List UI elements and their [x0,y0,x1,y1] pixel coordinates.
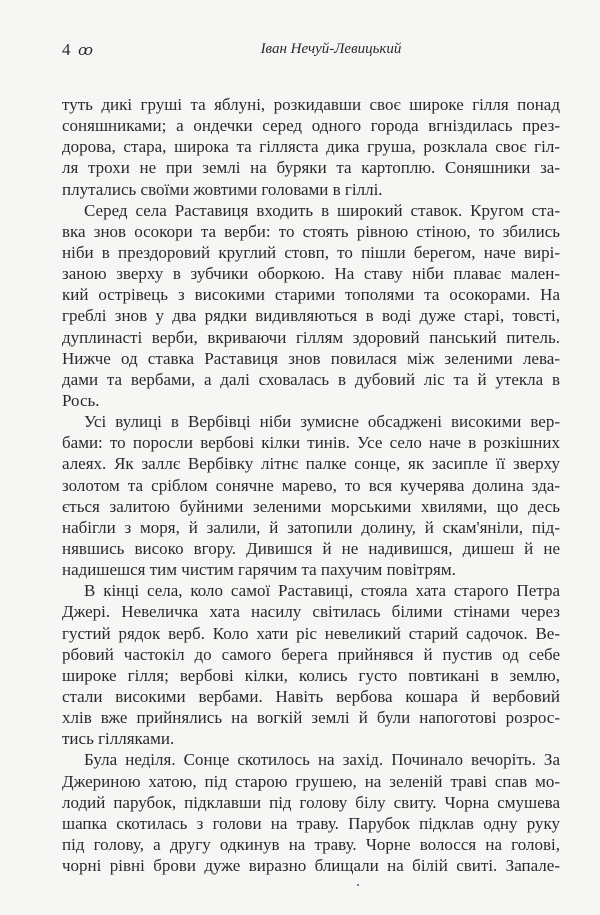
text-line: дуплинасті верби, вкриваючи гіллям здоровий панський питель. [62,327,560,347]
text-line: стали високими вербами. Навіть вербова кошара й вербовий [62,686,560,706]
print-speck [357,884,359,886]
text-line: Серед села Раставиця входить в широкий ставок. Кругом ста- [84,200,560,220]
body-text [62,94,560,876]
text-line: кий острівець з високими старими тополями та осокорами. На [62,285,560,305]
text-line: хлів вже прийнялись на вогкій землі й були напоготові розрос- [62,708,560,728]
text-line: золотом та сріблом сонячне марево, то вся кучерява долина зда- [62,475,560,495]
page-number: 4 [62,40,71,59]
text-line: греблі знов у два рядки видивляються в воді дуже старі, товсті, [62,306,560,326]
text-line: нявшись високо вгору. Дивишся й не надивишся, дишеш й не [62,538,560,558]
text-line: соняшниками; а ондечки серед одного города вгніздилась през- [62,116,560,136]
text-line: заною зверху в зубчики оборкою. На ставу ніби плаває мален- [62,264,560,284]
text-line: алеях. Як заллє Вербівку літнє палке сонце, як засипле її зверху [62,454,560,474]
running-title: Іван Нечуй-Левицький [260,41,402,57]
paragraph [62,749,560,876]
text-line: Джериною хатою, під старою грушею, на зеленій траві спав мо- [62,771,560,791]
text-line: ніби в прездоровий круглий стовп, то пішли берегом, наче вирі- [62,242,560,262]
text-line: дами та вербами, а далі сховалась в дубовий ліс та й утекла в [62,369,560,389]
text-line: густий рядок верб. Коло хати ріс невеликий старий садочок. Ве- [62,623,560,643]
text-line: широке гілля; вербові кілки, колись густо повтикані в землю, [62,665,560,685]
text-line: вка знов осокори та верби: то стоять рівною стіною, то збились [62,221,560,241]
text-line: дорова, стара, широка та гілляста дика груша, розклала своє гіл- [62,137,560,157]
text-line: чорні рівні брови дуже виразно блищали на білій свиті. Запале- [62,856,560,876]
text-line: Джері. Невеличка хата насилу світилась білими стінами через [62,602,560,622]
text-line: Була неділя. Сонце скотилось на захід. Починало вечоріть. За [84,750,560,770]
text-line: Нижче од ставка Раставиця знов повилася між зеленими лева- [62,348,560,368]
text-line: Рось. [62,390,100,410]
text-line: шапка скотилась з голови на траву. Парубок підклав одну руку [62,813,560,833]
text-line: тись гілляками. [62,729,175,749]
text-line: набігли з моря, й залили, й затопили долину, й скам'яніли, під- [62,517,560,537]
text-line: В кінці села, коло самої Раставиці, стояла хата старого Петра [84,581,560,601]
text-line: Усі вулиці в Вербівці ніби зумисне обсаджені високими вер- [84,412,560,432]
text-line: під голову, а другу одкинув на траву. Чорне волосся на голові, [62,834,560,854]
text-line: ля трохи не при землі на буряки та картоплю. Соняшники за- [62,158,560,178]
text-line: рбовий частокіл до самого берега прийнявся й пустив од себе [62,644,560,664]
ornament-icon: ꝏ [78,43,93,59]
text-line: бами: то поросли вербові кілки тинів. Усе село наче в розкішних [62,433,560,453]
text-line: ється залитою буйними зеленими морськими хвилями, що десь [62,496,560,516]
paragraph [62,200,560,411]
paragraph [62,411,560,580]
text-line: надишешся тим чистим гарячим та пахучим повітрям. [62,560,456,580]
paragraph [62,580,560,749]
running-header [62,40,560,64]
text-line: туть дикі груші та яблуні, розкидавши своє широке гілля понад [62,95,560,114]
text-line: лодий парубок, підклавши під голову білу свиту. Чорна смушева [62,792,560,812]
text-line: плутались своїми жовтими головами в гіллі. [62,179,383,199]
paragraph [62,94,560,200]
